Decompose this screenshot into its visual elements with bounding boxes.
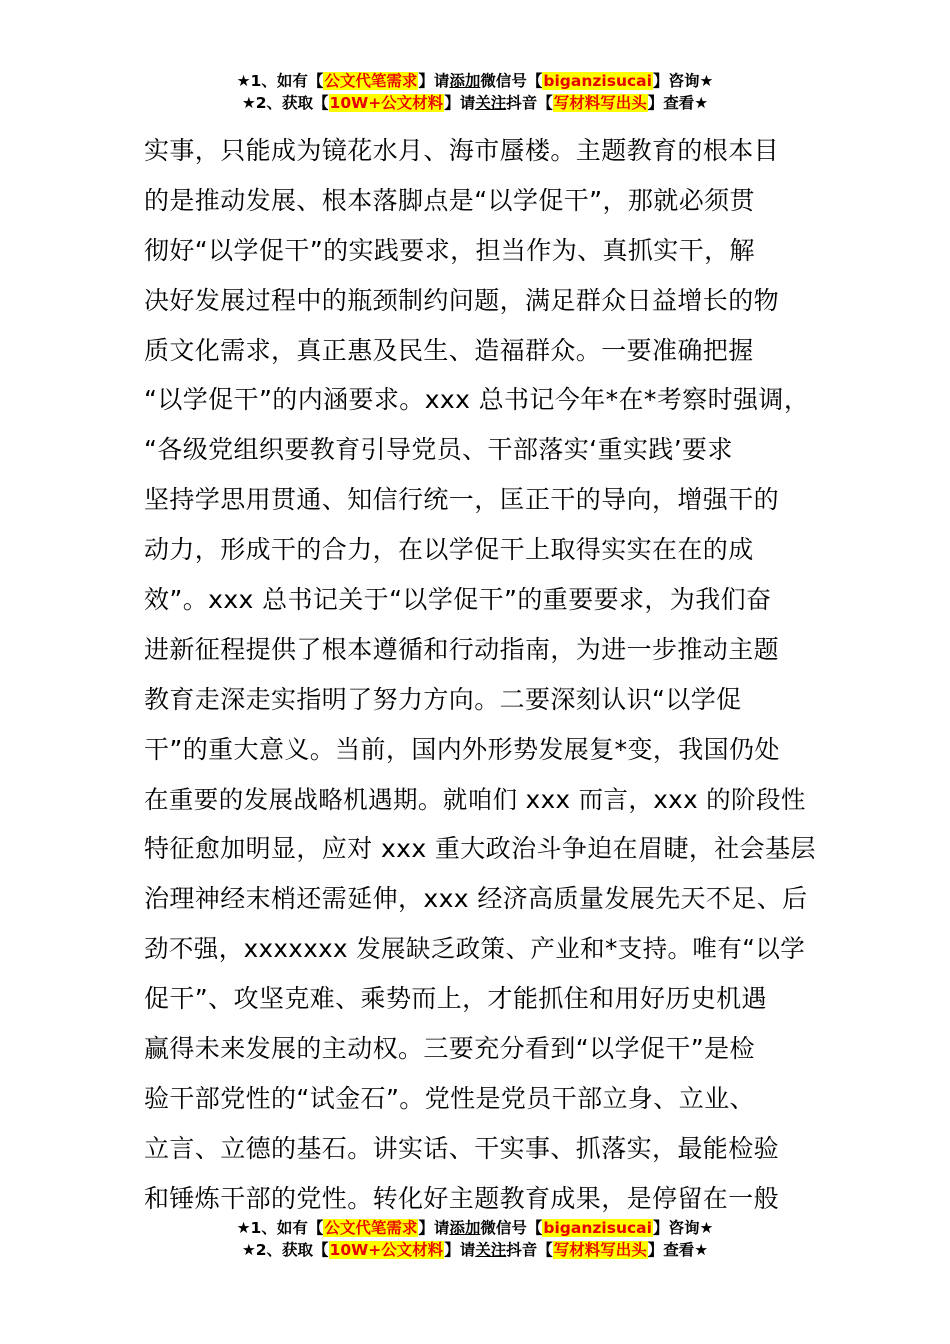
body-line: 赢得未来发展的主动权。三要充分看到“以学促干”是检 [144, 1034, 755, 1064]
body-line: 决好发展过程中的瓶颈制约问题，满足群众日益增长的物 [144, 285, 780, 315]
body-line: 验干部党性的“试金石”。党性是党员干部立身、立业、 [144, 1083, 755, 1113]
footer-banner-line-1 [0, 1217, 950, 1239]
banner-text: 】请 [444, 94, 476, 112]
banner-text: 抖音【 [506, 94, 553, 112]
banner-text: 】查看★ [647, 94, 709, 112]
banner-underlined-text: 添加 [449, 1219, 481, 1237]
banner-highlight: 公文代笔需求 [324, 72, 418, 90]
banner-text: 】请 [444, 1241, 476, 1259]
banner-text: 】咨询★ [652, 1219, 714, 1237]
banner-text: 】请 [418, 72, 450, 90]
banner-underlined-text: 关注 [475, 1241, 507, 1259]
body-line: “以学促干”的内涵要求。xxx 总书记今年*在*考察时强调， [144, 385, 810, 415]
footer-banner [0, 1217, 950, 1261]
banner-text: 微信号【 [480, 1219, 543, 1237]
header-banner-line-1 [0, 70, 950, 92]
banner-highlight: 10W+公文材料 [329, 94, 444, 112]
banner-highlight: 写材料写出头 [553, 1241, 647, 1259]
body-line: 效”。xxx 总书记关于“以学促干”的重要要求，为我们奋 [144, 585, 772, 615]
body-line: 干”的重大意义。当前，国内外形势发展复*变，我国仍处 [144, 734, 780, 764]
banner-highlight: 写材料写出头 [553, 94, 647, 112]
footer-banner-line-2 [0, 1239, 950, 1261]
body-line: 彻好“以学促干”的实践要求，担当作为、真抓实干，解 [144, 235, 755, 265]
body-line: 劲不强，xxxxxxx 发展缺乏政策、产业和*支持。唯有“以学 [144, 934, 806, 964]
body-line: 动力，形成干的合力，在以学促干上取得实实在在的成 [144, 535, 754, 565]
banner-highlight: biganzisucai [543, 1219, 652, 1237]
banner-highlight: 10W+公文材料 [329, 1241, 444, 1259]
body-line: 教育走深走实指明了努力方向。二要深刻认识“以学促 [144, 684, 742, 714]
body-line: 和锤炼干部的党性。转化好主题教育成果，是停留在一般 [144, 1183, 780, 1213]
body-line: “各级党组织要教育引导党员、干部落实‘重实践’要求 [144, 435, 733, 465]
body-line: 质文化需求，真正惠及民生、造福群众。一要准确把握 [144, 335, 754, 365]
body-line: 的是推动发展、根本落脚点是“以学促干”，那就必须贯 [144, 185, 755, 215]
banner-text: 】咨询★ [652, 72, 714, 90]
body-line: 实事，只能成为镜花水月、海市蜃楼。主题教育的根本目 [144, 136, 780, 165]
body-line: 在重要的发展战略机遇期。就咱们 xxx 而言，xxx 的阶段性 [144, 784, 806, 814]
banner-text: ★1、如有【 [236, 1219, 324, 1237]
banner-text: ★2、获取【 [241, 94, 329, 112]
body-line: 治理神经末梢还需延伸，xxx 经济高质量发展先天不足、后 [144, 884, 808, 914]
header-banner [0, 70, 950, 114]
banner-underlined-text: 关注 [475, 94, 507, 112]
body-line: 坚持学思用贯通、知信行统一，匡正干的导向，增强干的 [144, 485, 780, 515]
body-line: 特征愈加明显，应对 xxx 重大政治斗争迫在眉睫，社会基层 [144, 834, 816, 864]
banner-text: 微信号【 [480, 72, 543, 90]
banner-text: ★1、如有【 [236, 72, 324, 90]
banner-highlight: 公文代笔需求 [324, 1219, 418, 1237]
banner-text: 抖音【 [506, 1241, 553, 1259]
header-banner-line-2 [0, 92, 950, 114]
body-line: 立言、立德的基石。讲实话、干实事、抓落实，最能检验 [144, 1133, 780, 1163]
banner-text: 】查看★ [647, 1241, 709, 1259]
banner-text: ★2、获取【 [241, 1241, 329, 1259]
body-line: 进新征程提供了根本遵循和行动指南，为进一步推动主题 [144, 634, 780, 664]
banner-highlight: biganzisucai [543, 72, 652, 90]
body-line: 促干”、攻坚克难、乘势而上，才能抓住和用好历史机遇 [144, 984, 767, 1014]
banner-text: 】请 [418, 1219, 450, 1237]
document-body [144, 126, 816, 1224]
banner-underlined-text: 添加 [449, 72, 481, 90]
